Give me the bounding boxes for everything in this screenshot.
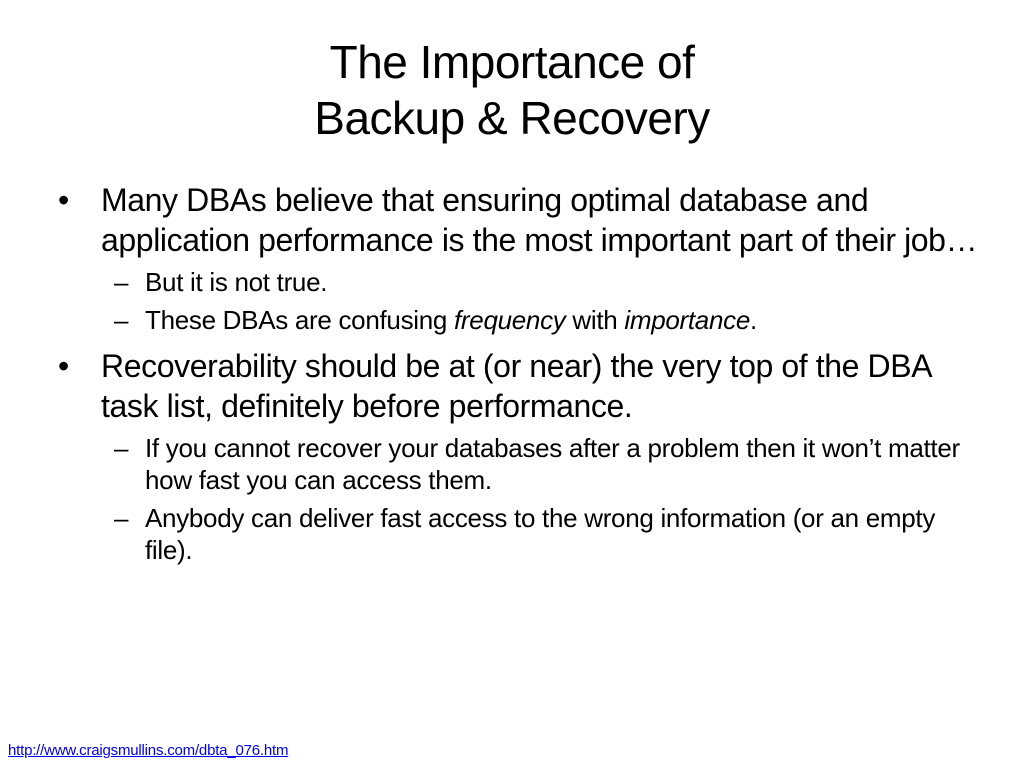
bullet-dba-performance — [58, 180, 988, 260]
sub-bullet-text: But it is not true. — [145, 267, 328, 297]
emphasis-frequency: frequency — [454, 305, 566, 335]
bullet-text: Recoverability should be at (or near) the very top of the DBA task list, definitely before performance. — [101, 348, 931, 424]
sub-bullet-frequency-importance — [58, 304, 988, 336]
source-link[interactable]: http://www.craigsmullins.com/dbta_076.htm — [8, 742, 289, 759]
slide-title — [0, 34, 1024, 146]
sub-bullet-marker: – — [114, 267, 129, 297]
sub-bullet-text: If you cannot recover your databases after a problem then it won’t matter how fast you can access them. — [145, 433, 960, 495]
slide-title-line-2: Backup & Recovery — [314, 92, 710, 144]
sub-bullet-text: Anybody can deliver fast access to the wrong information (or an empty file). — [145, 503, 936, 565]
bullet-marker: • — [58, 348, 69, 384]
sub-bullet-text-middle: with — [565, 305, 625, 335]
sub-bullet-marker: – — [114, 433, 129, 463]
slide-title-line-1: The Importance of — [329, 36, 695, 88]
sub-bullet-text-prefix: These DBAs are confusing — [145, 305, 454, 335]
sub-bullet-text-suffix: . — [750, 305, 757, 335]
sub-bullet-cannot-recover — [58, 432, 988, 496]
bullet-recoverability — [58, 346, 988, 426]
emphasis-importance: importance — [624, 305, 750, 335]
bullet-text: Many DBAs believe that ensuring optimal database and application performance is the most important part of their job… — [101, 182, 978, 258]
slide-body — [58, 180, 988, 572]
sub-bullet-not-true — [58, 266, 988, 298]
sub-bullet-marker: – — [114, 305, 129, 335]
bullet-marker: • — [58, 182, 69, 218]
sub-bullet-marker: – — [114, 503, 129, 533]
sub-bullet-fast-access — [58, 502, 988, 566]
